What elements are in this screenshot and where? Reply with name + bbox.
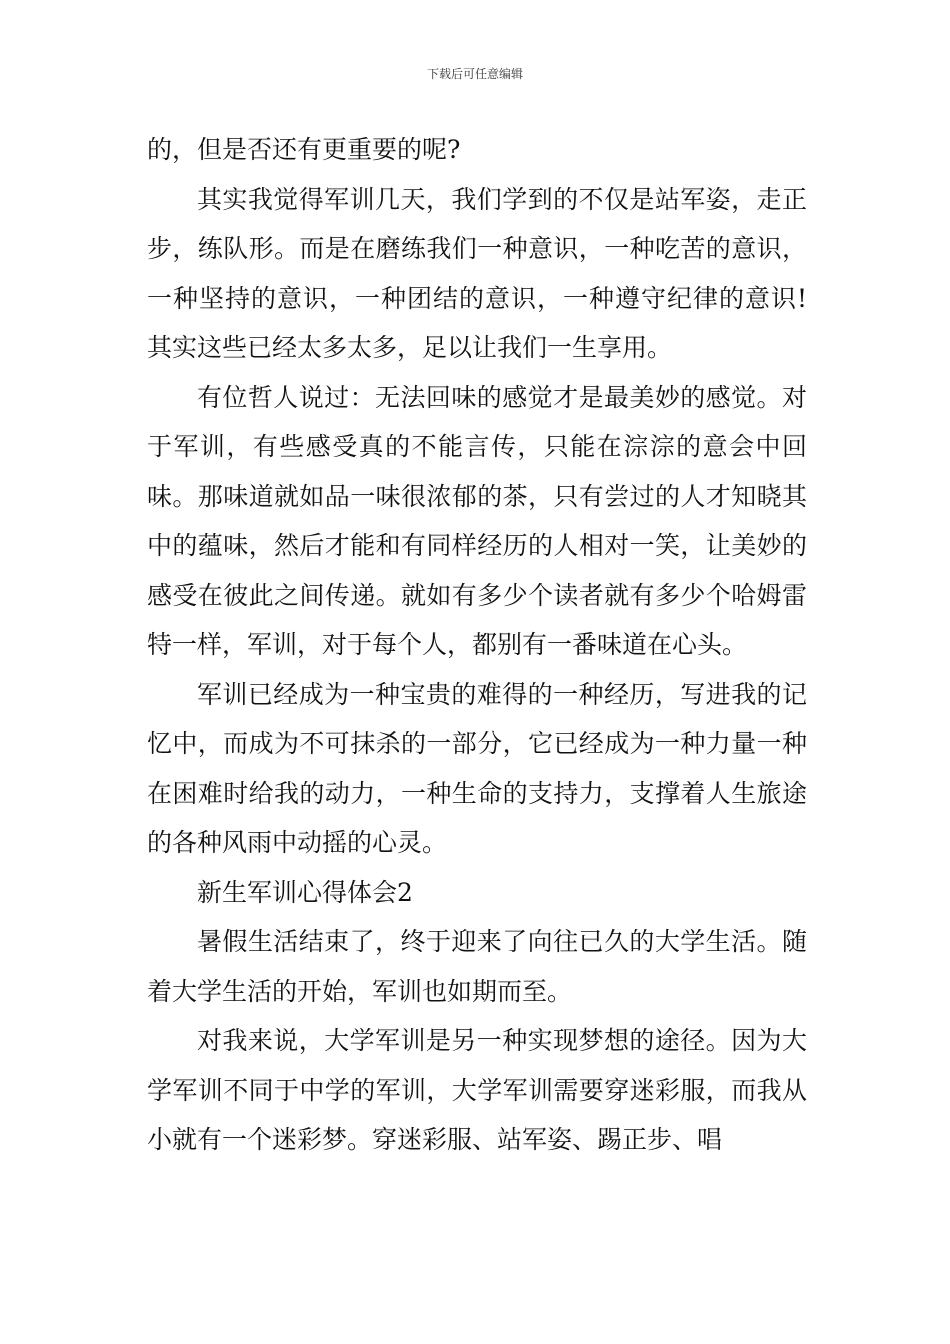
paragraph-summer-ended: 暑假生活结束了，终于迎来了向往已久的大学生活。随着大学生活的开始，军训也如期而至。 xyxy=(147,927,807,1006)
paragraph-continuation: 的，但是否还有更重要的呢? xyxy=(147,135,461,164)
section-heading: 新生军训心得体会2 xyxy=(197,877,413,907)
paragraph-camouflage-dream: 对我来说，大学军训是另一种实现梦想的途径。因为大学军训不同于中学的军训，大学军训需要穿迷彩服，而我从小就有一个迷彩梦。穿迷彩服、站军姿、踢正步、唱 xyxy=(147,1026,807,1154)
paragraph-precious-experience: 军训已经成为一种宝贵的难得的一种经历，写进我的记忆中，而成为不可抹杀的一部分，它已经成为一种力量一种在困难时给我的动力，一种生命的支持力，支撑着人生旅途的各种风雨中动摇的心灵。 xyxy=(147,679,807,857)
page-header-note: 下载后可任意编辑 xyxy=(426,67,523,81)
paragraph-philosopher-quote: 有位哲人说过：无法回味的感觉才是最美妙的感觉。对于军训，有些感受真的不能言传，只能在淙淙的意会中回味。那味道就如品一味很浓郁的茶，只有尝过的人才知晓其中的蕴味，然后才能和有同样经历的人相对一笑，让美妙的感受在彼此之间传递。就如有多少个读者就有多少个哈姆雷特一样，军训，对于每个人，都别有一番味道在心头。 xyxy=(147,382,807,659)
document-body xyxy=(147,125,807,1165)
paragraph-training-awareness: 其实我觉得军训几天，我们学到的不仅是站军姿，走正步，练队形。而是在磨练我们一种意识，一种吃苦的意识，一种坚持的意识，一种团结的意识，一种遵守纪律的意识!其实这些已经太多太多，足以让我们一生享用。 xyxy=(147,184,807,362)
